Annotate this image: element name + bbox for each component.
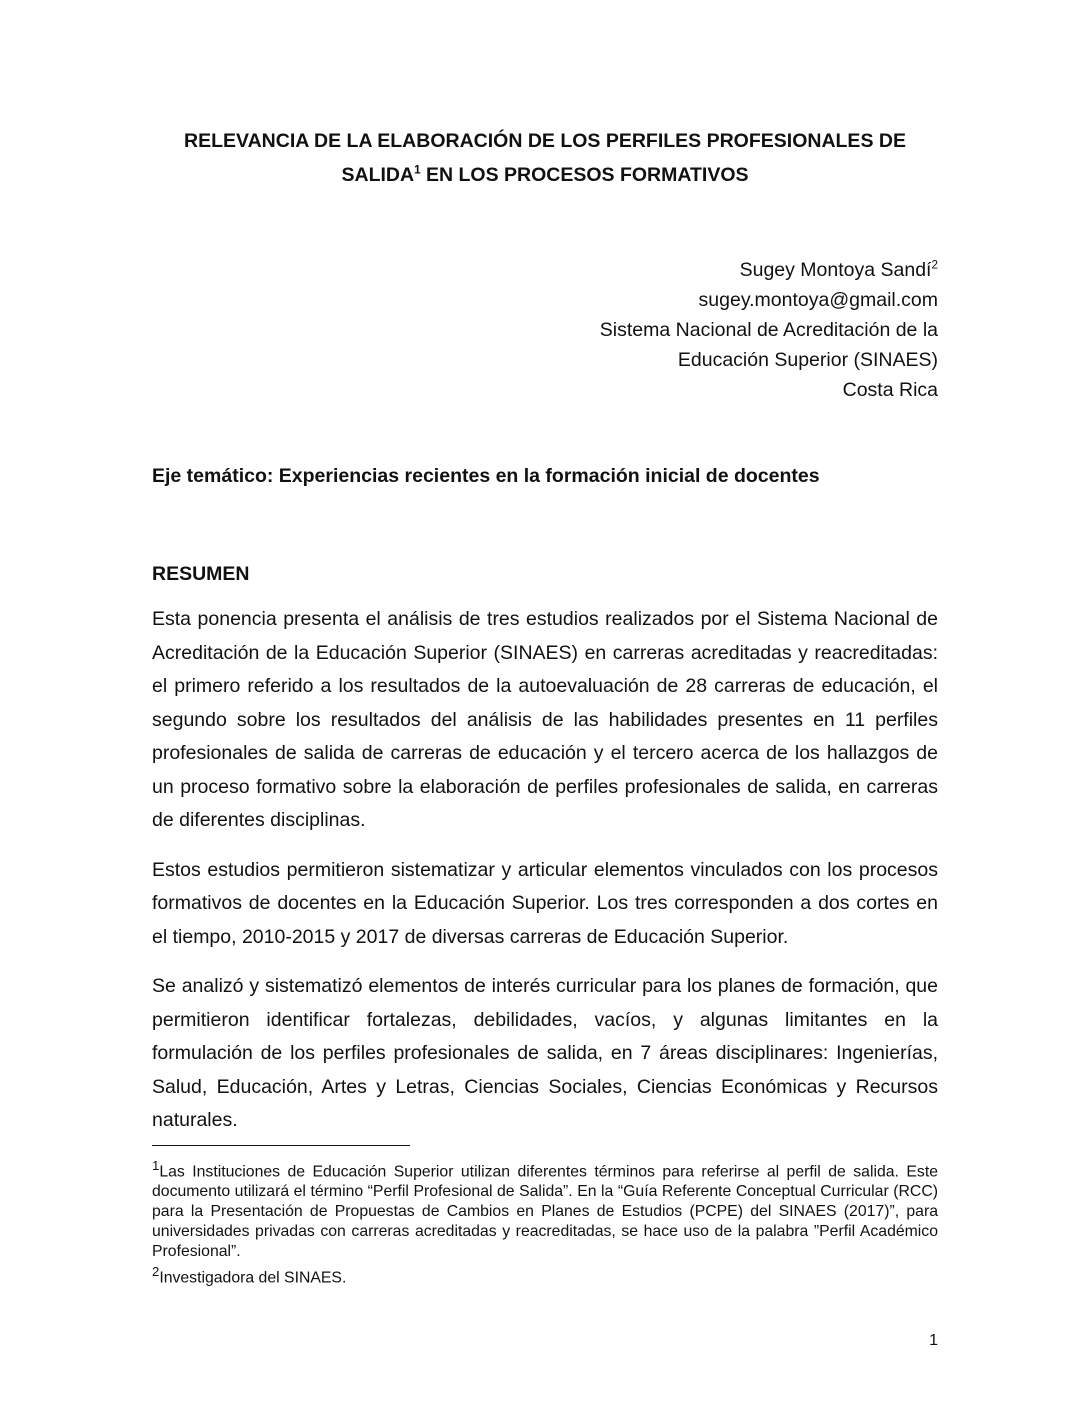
footnote-2 xyxy=(152,1262,938,1288)
footnote-marker-2: 2 xyxy=(152,1264,160,1280)
abstract-paragraph-3: Se analizó y sistematizó elementos de interés curricular para los planes de formación, que permitieron identificar fortalezas, debilidades, vacíos, y algunas limitantes en la formulación de los perfiles profesionales de salida, en 7 áreas disciplinares: Ingenierías, Salud, Educación, Artes y Letras, Ciencias Sociales, Ciencias Económicas y Recursos naturales. xyxy=(152,975,938,1131)
footnote-2-text: Investigadora del SINAES. xyxy=(159,1269,347,1287)
footnote-1 xyxy=(152,1156,938,1262)
footnote-separator xyxy=(152,1145,410,1146)
footnote-ref-1[interactable]: 1 xyxy=(414,163,421,177)
page-number: 1 xyxy=(929,1332,938,1349)
title-line-1: RELEVANCIA DE LA ELABORACIÓN DE LOS PERFILES PROFESIONALES DE xyxy=(184,130,906,152)
footnotes xyxy=(152,1156,938,1289)
footnote-ref-2[interactable]: 2 xyxy=(931,258,938,272)
thematic-axis: Eje temático: Experiencias recientes en la formación inicial de docentes xyxy=(152,465,820,487)
author-country: Costa Rica xyxy=(842,379,938,401)
author-affiliation-line-2: Educación Superior (SINAES) xyxy=(677,349,938,371)
footnote-1-text: Las Instituciones de Educación Superior utilizan diferentes términos para referirse al perfil de salida. Este documento utilizará el término “Perfil Profesional de Salida”. En la “Guía Referente Conceptual Curricular (RCC) para la Presentación de Propuestas de Cambios en Planes de Estudios (PCPE) del SINAES (2017)”, para universidades privadas con carreras acreditadas y reacreditadas, se hace uso de la palabra ”Perfil Académico Profesional”. xyxy=(152,1163,938,1261)
author-affiliation-line-1: Sistema Nacional de Acreditación de la xyxy=(599,319,938,341)
abstract-body xyxy=(152,603,938,1154)
abstract-paragraph-1: Esta ponencia presenta el análisis de tres estudios realizados por el Sistema Nacional de Acreditación de la Educación Superior (SINAES) en carreras acreditadas y reacreditadas: el primero referido a los resultados de la autoevaluación de 28 carreras de educación, el segundo sobre los resultados del análisis de las habilidades presentes en 11 perfiles profesionales de salida de carreras de educación y el tercero acerca de los hallazgos de un proceso formativo sobre la elaboración de perfiles profesionales de salida, en carreras de diferentes disciplinas. xyxy=(152,608,938,831)
document-title xyxy=(152,124,938,192)
author-block xyxy=(438,255,938,405)
footnote-marker-1: 1 xyxy=(152,1158,160,1173)
resumen-heading: RESUMEN xyxy=(152,563,250,585)
title-rest: EN LOS PROCESOS FORMATIVOS xyxy=(420,164,749,186)
author-name: Sugey Montoya Sandí$^2$ xyxy=(739,258,938,281)
author-email[interactable]: sugey.montoya@gmail.com xyxy=(698,289,938,311)
title-salida: SALIDA xyxy=(341,164,415,186)
abstract-paragraph-2: Estos estudios permitieron sistematizar y articular elementos vinculados con los procesos formativos de docentes en la Educación Superior. Los tres corresponden a dos cortes en el tiempo, 2010-2015 y 2017 de diversas carreras de Educación Superior. xyxy=(152,858,938,948)
title-line-2 xyxy=(152,158,938,192)
